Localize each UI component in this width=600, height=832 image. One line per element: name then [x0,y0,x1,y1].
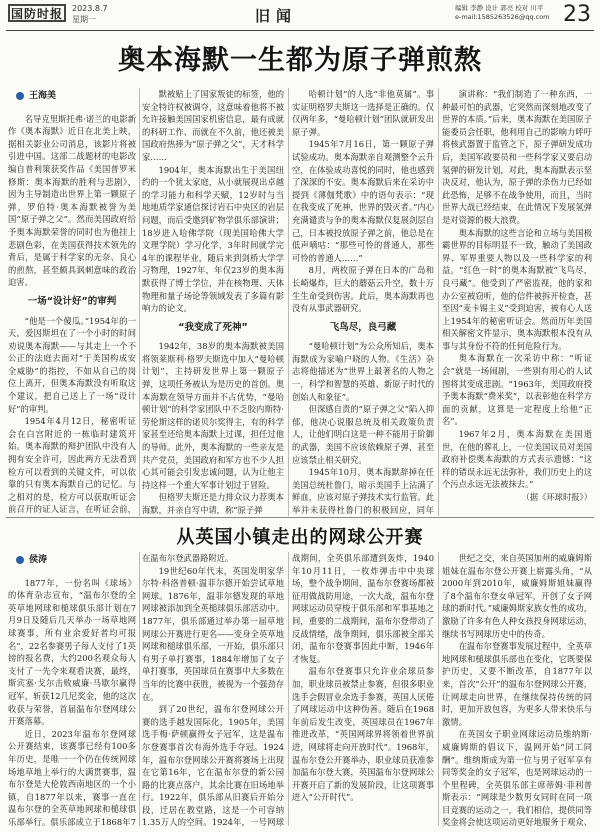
paragraph: 近日，2023年温布尔登网球公开赛结束，该赛事已经有100多年历史，是唯一一个仍在传统网球场地草地上举行的大满贯赛事，温布尔登是大伦敦西南地区的一个小镇，自1877年以来，赛事一直在温布尔登的全英草地网球和槌球俱乐部举行。俱乐部成立于1868年7 [8,728,136,827]
paragraph: 到了20世纪，温布尔登网球公开赛的选手越发国际化，1905年，美国选手梅·萨顿赢得女子冠军，这是温布尔登赛事首次有海外选手夺冠。1924年，温布尔登网球公开赛将赛场上出现在它第16年，它在温布尔登的新公园路的比赛点落户，其余比赛在旧场地举行。1922年，俱乐部从旧赛后开始分段，迁居在教堂路，这是一个可容纳1.35万人的空间。1924年，一号网球 [142,704,284,828]
article2-headline: 从英国小镇走出的网球公开赛 [176,527,424,548]
article1-source: （据《环球时报》） [521,492,592,502]
paragraph: 1877年，一份名叫《球场》的体育杂志宣布，“温布尔登的全英草地网球和槌球俱乐部计划在7月9日及随后几天举办一场草地网球赛事，所有业余爱好者均可报名”，22名参赛男子每人支付了1英镑的报名费，大约200名观众每人支付了一先令来观看决赛，最终，斯宾塞·戈尔击败威廉·马歇尔赢得冠军，斩获12几尼奖金，他的这次收获与荣誉，首届温布尔登网球公开赛落幕。 [8,577,136,727]
paragraph: 1945年10月，奥本海默辞掉在任美国总统杜鲁门，暗示美国手上沾满了鲜血，应该对原子弹技术实行监管。此举并未获得杜鲁门的积极回应，同年 [292,467,434,515]
issue-weekday: 星期一 [72,15,96,24]
article1-headline: 奥本海默一生都为原子弹煎熬 [118,45,482,76]
paragraph: 在英国女子职业网球运动员维纳斯·威廉姆斯的倡议下，温网开始“同工同酬”。维纳斯成为第一位与男子冠军享有同等奖金的女子冠军，也是网球运动的一个里程碑，全英俱乐部主席蒂姆·菲利普斯表示：“网球是少数男女同时在同一项目竞赛的运动之一，我们相信，提供同等奖金将会使这项运动更好地服务于观众、 [442,729,592,828]
editor-email: e-mail:1585263526@qq.com [455,13,550,21]
column-divider [139,88,140,516]
paragraph: 哈顿计划”的人选“非他莫属”。事实证明格罗夫斯这一选择是正确的。仅仅两年多，“曼哈顿计划”团队就研发出原子弹。 [292,89,434,137]
editor-names: 编辑 李静 设计 郭亮 校对 川平 [455,4,544,12]
article1-column-1 [8,88,136,518]
paragraph: 奥本海默的这些言论和立场与美国极霸世界的目标明显不一致，触动了美国政界、军界重要人物以及一些科学家的利益。“红色一时”的奥本海默被“飞鸟尽，良弓藏”。他受到了严密监视，他的家和办公室被窃听，他的信件被拆开检查，甚至因“麦卡锡主义”受到迫害，被有心人送上1954年的秘密听证会。然而历年美国相关解密文件显示，奥本海默根本没有从事与其身份不符的任何危险行为。 [442,227,592,351]
column-divider [438,88,439,516]
column-divider [438,552,439,826]
paragraph: 但深感自责的“原子弹之父”陷入抑郁，他决心说服总统及相关政策负责人，让他们明白这是一种不能用于阶御的武器，美国不应该依赖原子弹，甚至应该禁止相关研究。 [292,404,434,465]
article2-column-2 [142,552,284,828]
paragraph: “曼哈顿计划”为公众所知后，奥本海默成为家喻户晓的人物。《生活》杂志将他描述为“世界上最著名的人物之一，科学和智慧的英雄、新原子时代的创始人和象征”。 [292,341,434,402]
masthead [0,0,600,30]
article1-subhead-2: “我变成了死神” [178,321,248,333]
article1-subhead-3: 飞鸟尽，良弓藏 [329,321,397,333]
paragraph: 名导克里斯托弗·诺兰的电影新作《奥本海默》近日在北美上映，据相关影业公司消息，该影片将被引进中国。这部二战题材的电影改编自普利策获奖作品《美国普罗米修斯：奥本海默的胜利与悲剧》，因为主导制造出世界上第一颗原子弹，罗伯特·奥本海默被誉为美国“原子弹之父”。然而美国政府给予奥本海默荣誉的同时也为他挂上悲剧色彩，在美国获得技术领先的背后，是属于科学家的无奈、良心的煎熬，甚至颇具讽刺意味的政治迫害。 [8,113,136,288]
paragraph: 奥本海默在一次采访中称：“听证会”就是一场闹剧，一些别有用心的人试图将其变成悲剧。“1963年，美国政府授予奥本海默“费米奖”，以表彰他在科学方面的贡献，这算是一定程度上给他“正名”。 [442,353,592,427]
article1-byline [16,90,136,103]
paragraph: 战期间，全英俱乐部遭到轰炸，1940年10月11日，一枚炸弹击中中央球场，整个战争期间，温布尔登赛场都被征用做战防用途，一次大战，温布尔登网球运动员穿梭于俱乐部和军事基地之间，重要的二战期间，温布尔登带动了反战情绪，战争期间，俱乐部被全部关闭，温布尔登赛事因此中断，1946年才恢复。 [292,553,434,664]
article1-author: 王海美 [29,91,57,101]
paragraph: 19世纪60年代末，英国发明家华尔特·科洛普顿·温菲尔德开始尝试草地网球。1876年，温菲尔德发现的草地网球被添加到全英槌球俱乐部活动中。1877年，俱乐部通过举办第一届草地网球公开赛进行更名——变身全英草地网球和槌球俱乐部，一开始，俱乐部只有男子单打赛事，1884年增加了女子单打赛事，英国球员在赛事中大多数在当年的比赛中获胜，被视为一个强劲存在。 [142,565,284,702]
section-title: 旧闻 [255,7,298,25]
paragraph: “他是一个傻瓜。”1954年的一天，爱因斯坦在了一个小时的时间劝说奥本海默——与其走上一个不公正的法庭去面对“于美国构成安全威胁”的指控，不如从自己的岗位上离开，但奥本海默没有听取这个建议，把自己送上了一场“设计好”的审判。 [8,315,136,414]
article1-column-3 [292,88,434,518]
page-number: 23 [563,2,591,27]
paragraph: 世纪之交，来自英国加州的威廉姆斯姐妹在温布尔登公开赛上崭露头角，“从2000年到2010年，威廉姆斯姐妹赢得了8个温布尔登女单冠军，开创了女子网球的新时代。”威廉姆斯家族女性的成功，激励了许多有色人种女孩投身网球运动，继续书写网球历史中的传奇。 [442,553,592,639]
logo-text: 国防时报 [8,4,66,22]
paragraph: 演讲称：“我们制造了一种东西，一种最可怕的武器，它突然而深刻地改变了世界的本质。”后来，奥本海默在美国原子能委员会任职，他利用自己的影响力呼吁将核武器置于监管之下，原子弹研发成功后，美国军政要员和一些科学家又要启动氢弹的研发计划，对此，奥本海默表示坚决反对，他认为，原子弹的杀伤力已经如此恐怖，足够不在战争使用，而且，当时世界大战已经结束，在此情况下发展氢弹是对资源的极大浪费。 [442,89,592,225]
column-divider [139,552,140,826]
masthead-rule [6,30,594,31]
article1-column-2 [142,88,284,518]
article1-subhead-1: 一场“设计好”的审判 [27,295,117,307]
paragraph: 默被贴上了国家叛徒的标签，他的安全特许权被调夺，这意味着他将不被允许接触美国国家机密信息，最有成就的科研工作、而就在不久前，他还被美国政府热捧为“原子弹之父”，天才科学家…… [142,89,284,162]
paragraph: 1904年，奥本海默出生于美国纽约的一个犹太家庭，从小就展现出卓越的学习能力和科学天赋，12岁时与当地地质学家通信探讨岩石中央区的岩层问题，而后受邀到矿物学俱乐部演讲；18岁进入哈佛学院（现美国哈佛大学文理学院）学习化学，3年时间就学完4年的课程毕业，随后来到剑桥大学学习物理，1927年，年仅23岁的奥本海默获得了博士学位，并在核物理、天体物理和量子场论等领域发表了多篇有影响力的论文。 [142,164,284,314]
paragraph: 在温布尔登赛事发展过程中，全英草地网球和槌球俱乐部也在变化，它既要保护历史，又要不断改革，自1877年以来，首次“公开”的温布尔登网球公开赛，让网球走向世界，在继续保持传统的同时，更加开放包容，为更多人带来快乐与激情。 [442,641,592,727]
article2-author: 侯涛 [29,555,48,565]
section-rule [6,517,594,518]
article1-column-4 [442,88,592,518]
paragraph: 1954年4月12日，秘密听证会在白宫附近的一栋临时建筑开始。奥本海默的辩护团队中没有人拥有安全许可，因此两方无法看到检方可以看到的关键文件，可以依靠的只有奥本海默自己的记忆。与之相对的是，检方可以获取听证会前召开的证人证言，在听证会前， [8,416,136,515]
paragraph: 温布尔登赛事只允许业余球员参加，职业球员被禁止参赛，但很多职业选手会假冒业余选手参赛，英国人厌倦了网球运动中这种伪善。随后在1968年前后发生改变，英国球员在1967年推进改革，“英国网球界将领着世界前进，网球将走向开放时代”。1968年，温布尔登公开赛举办，职业球员获准参加温布尔登大赛，英国温布尔登网球公开赛开启了新的发展阶段，让这项赛事进入“公开时代”。 [292,666,434,803]
author-icon [16,92,24,100]
newspaper-logo [8,4,66,22]
editor-credits [455,4,550,22]
author-icon [16,556,24,564]
paragraph: 1942年，38岁的奥本海默被美国将领莱斯利·格罗夫斯选中加入“曼哈顿计划”，主持研发世界上第一颗原子弹，这项任务被认为是历史的首创。奥本海默在领导方面并不占优势，“曼哈顿计划”的科学家团队中不乏胶内斯特·劳伦斯这样的诺贝尔奖得主，有的科学家甚至还给奥本海默上过课，担任过他的导师。此外，奥本海默的一些亲友是共产党员，美国政府和军方也不少人担心其可能会引发忠诚问题，认为让他主持这样一个重大军事计划过于冒险。 [142,341,284,490]
paragraph: 但格罗夫斯还是力排众议力荐奥本海默，并亲自写中请，称“原子弹 [142,492,284,515]
column-divider [288,88,289,516]
article2-column-4 [442,552,592,828]
paragraph: 在温布尔登武器路附近。 [142,553,234,563]
paragraph: 1967年2月，奥本海默在美国逝世，在他的葬礼上，一位美国议员对美国政府补偿奥本海默的方式表示遗憾：“这样的错误永远无法弥补，我们历史上的这个污点永远无法被抹去。” [442,429,592,490]
issue-date: 2023.8.7 [72,4,108,13]
paragraph: 8月，两枚原子弹在日本的广岛和长崎爆炸，巨大的蘑菇云升空，数十万生生命受到伤害。此后，奥本海默再也没有从事武器研究。 [292,265,434,314]
column-divider [288,552,289,826]
article2-byline [16,554,136,567]
article2-column-1 [8,552,136,828]
article2-column-3 [292,552,434,828]
issue-meta [72,3,108,25]
paragraph: 1945年7月16日，第一颗原子弹试验成功。奥本海默亲自观测整个云升空，在体验成功喜悦的同时，他也感到了深深的不安。奥本海默后来在采访中提到《薄伽梵歌》中的语句表示：“现在我变成了死神，世界的毁灭者。”内心充满谴责与争的奥本海默仅复展剑层自己，日本被投放原子弹之前，他总是在低声嘀咕：“那些可怜的普通人，那些可怜的普通人……” [292,139,434,263]
